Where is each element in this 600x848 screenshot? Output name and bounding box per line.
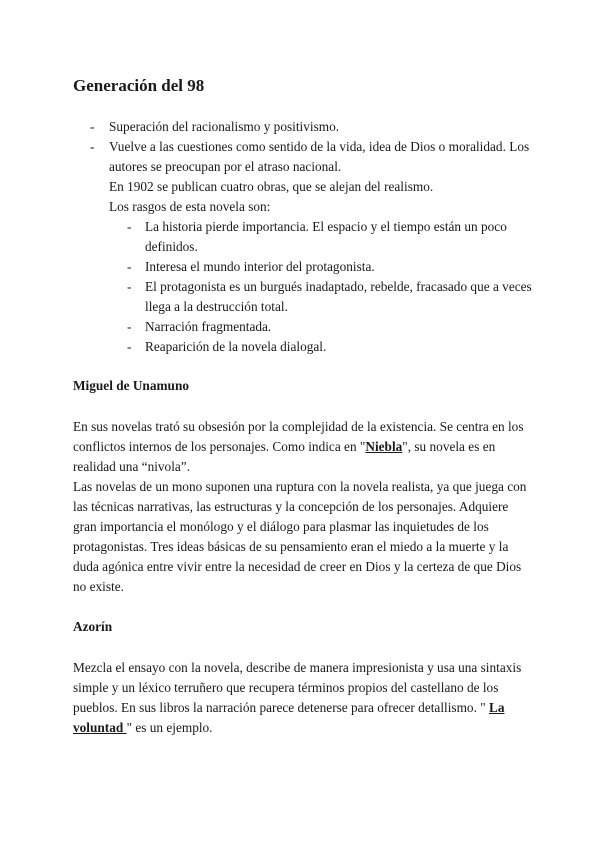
azorin-paragraph [73, 658, 533, 738]
sub-list-item-text: La historia pierde importancia. El espacio y el tiempo están un poco definidos. [145, 219, 507, 254]
book-title-niebla: Niebla [365, 439, 403, 454]
dash-bullet: - [127, 279, 132, 294]
dash-bullet: - [127, 339, 132, 354]
sub-list-item [109, 257, 533, 277]
unamuno-paragraph [73, 417, 533, 597]
book-title-la-voluntad: La voluntad [73, 700, 505, 735]
list-item-text: Vuelve a las cuestiones como sentido de la vida, idea de Dios o moralidad. Los autores se preocupan por el atraso nacional. [109, 139, 530, 174]
sub-list-item [109, 277, 533, 317]
sub-list-item-text: Reaparición de la novela dialogal. [145, 339, 327, 354]
rasgos-list [109, 217, 533, 357]
list-item [73, 117, 533, 137]
intro-list [73, 117, 533, 357]
dash-bullet: - [90, 119, 95, 134]
list-item-text: Superación del racionalismo y positivismo. [109, 119, 340, 134]
sub-list-item-text: Narración fragmentada. [145, 319, 272, 334]
sub-list-item-text: El protagonista es un burgués inadaptado, rebelde, fracasado que a veces llega a la destrucción total. [145, 279, 532, 314]
unamuno-text-end: ", su novela es en realidad una “nivola”. [73, 439, 496, 474]
page-title: Generación del 98 [73, 76, 205, 95]
dash-bullet: - [127, 219, 132, 234]
list-item-continuation: Los rasgos de esta novela son: [109, 199, 271, 214]
sub-list-item [109, 217, 533, 257]
dash-bullet: - [127, 319, 132, 334]
sub-list-item [109, 317, 533, 337]
dash-bullet: - [90, 139, 95, 154]
unamuno-text-start: En sus novelas trató su obsesión por la complejidad de la existencia. Se centra en los conflictos internos de los personajes. Como indica en " [73, 419, 524, 454]
unamuno-text-second: Las novelas de un mono suponen una ruptura con la novela realista, ya que juega con las técnicas narrativas, las estructuras y la concepción de los personajes. Adquiere gran importancia el monólogo y el diálogo para plasmar las inquietudes de los protagonistas. Tres ideas básicas de su pensamiento eran el miedo a la muerte y la duda agónica entre vivir entre la necesidad de creer en Dios y la certeza de que Dios no existe. [73, 479, 527, 594]
sub-list-item-text: Interesa el mundo interior del protagonista. [145, 259, 375, 274]
section-heading-unamuno: Miguel de Unamuno [73, 378, 189, 393]
section-heading-azorin: Azorín [73, 619, 113, 634]
list-item-continuation: En 1902 se publican cuatro obras, que se alejan del realismo. [109, 179, 434, 194]
sub-list-item [109, 337, 533, 357]
list-item [73, 137, 533, 357]
dash-bullet: - [127, 259, 132, 274]
azorin-text-start: Mezcla el ensayo con la novela, describe de manera impresionista y usa una sintaxis simple y un léxico terruñero que recupera términos propios del castellano de los pueblos. En sus libros la narración parece detenerse para ofrecer detallismo. " [73, 660, 522, 715]
azorin-text-end: " es un ejemplo. [126, 720, 213, 735]
